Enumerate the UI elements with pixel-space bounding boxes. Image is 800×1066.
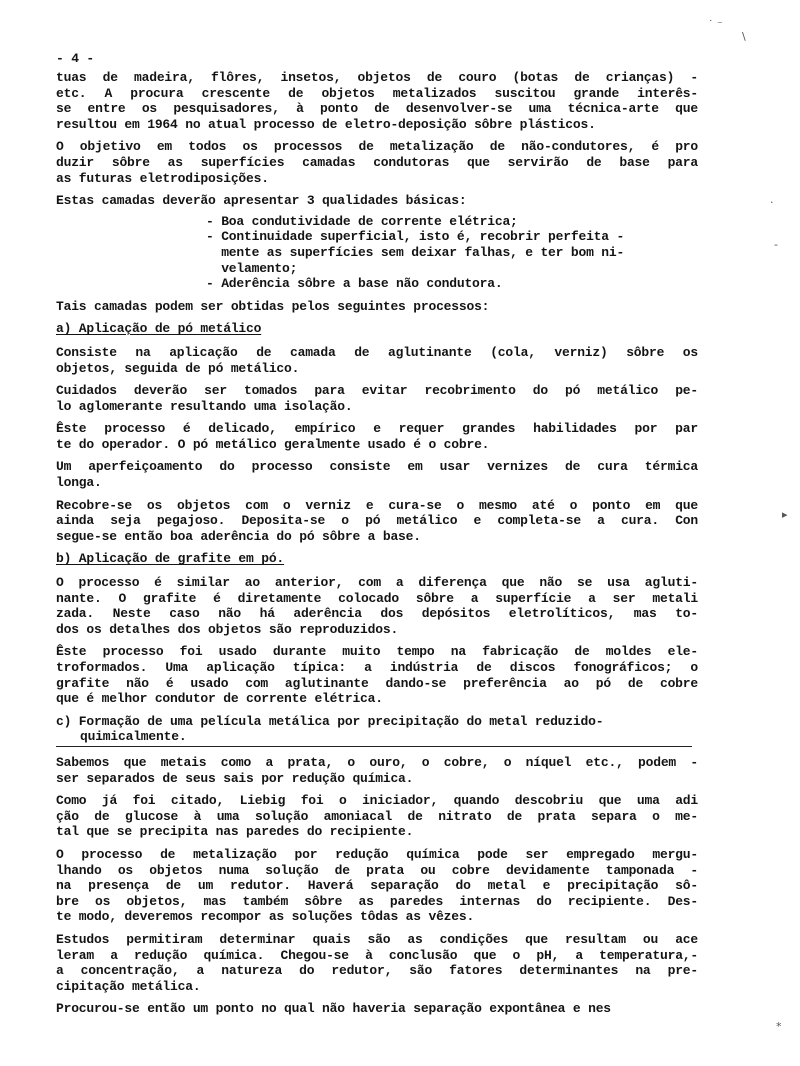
paragraph xyxy=(56,139,698,186)
paragraph xyxy=(56,299,698,315)
scan-speck: * xyxy=(776,1020,782,1033)
list-item-line: - Aderência sôbre a base não condutora. xyxy=(206,276,503,292)
text-line: segue-se então boa aderência do pó sôbre a base. xyxy=(56,528,421,544)
text-line: grafite não é usado com aglutinante dando-se preferência ao pó de cobre xyxy=(56,675,698,691)
text-line: te modo, deveremos recompor as soluções tôdas as vêzes. xyxy=(56,909,475,925)
section-heading xyxy=(56,321,698,337)
paragraph xyxy=(56,421,698,452)
text-line: tal que se precipita nas paredes do recipiente. xyxy=(56,824,414,840)
text-line: Consiste na aplicação de camada de aglutinante (cola, verniz) sôbre os xyxy=(56,344,698,360)
scan-speck: ˙ ⁻ xyxy=(708,18,723,31)
text-line: O processo é similar ao anterior, com a diferença que não se usa agluti- xyxy=(56,575,698,591)
scan-speck: · xyxy=(770,196,774,209)
text-line: O processo de metalização por redução química pode ser empregado mergu- xyxy=(56,846,698,862)
paragraph xyxy=(56,70,698,132)
text-line: ser separados de seus sais por redução química. xyxy=(56,770,414,786)
text-line: quimicalmente. xyxy=(80,729,187,745)
text-line: Êste processo é delicado, empírico e requer grandes habilidades por par xyxy=(56,421,698,437)
heading-rule xyxy=(56,746,692,747)
text-line: longa. xyxy=(56,475,102,491)
text-line: te do operador. O pó metálico geralmente usado é o cobre. xyxy=(56,436,490,452)
text-line: zada. Neste caso não há aderência dos depósitos eletrolíticos, mas to- xyxy=(56,606,698,622)
text-line: Como já foi citado, Liebig foi o iniciador, quando descobriu que uma adi xyxy=(56,793,698,809)
paragraph xyxy=(56,793,698,840)
text-line: O objetivo em todos os processos de metalização de não-condutores, é pro xyxy=(56,139,698,155)
text-line: etc. A procura crescente de objetos metalizados suscitou grande interês- xyxy=(56,85,698,101)
paragraph xyxy=(56,755,698,786)
text-line: Recobre-se os objetos com o verniz e cura-se o mesmo até o ponto em que xyxy=(56,497,698,513)
scan-speck: - xyxy=(774,238,778,251)
document-body xyxy=(56,70,698,1017)
text-line: duzir sôbre as superfícies camadas condutoras que servirão de base para xyxy=(56,154,698,170)
text-line: tuas de madeira, flôres, insetos, objetos de couro (botas de crianças) - xyxy=(56,70,698,85)
text-line: c) Formação de uma película metálica por precipitação do metal reduzido- xyxy=(56,713,604,729)
text-line: Um aperfeiçoamento do processo consiste em usar vernizes de cura térmica xyxy=(56,459,698,475)
text-line: cipitação metálica. xyxy=(56,978,201,994)
paragraph xyxy=(56,1001,698,1017)
text-line: objetos, seguida de pó metálico. xyxy=(56,360,300,376)
text-line: Estudos permitiram determinar quais são as condições que resultam ou ace xyxy=(56,931,698,947)
text-line: a) Aplicação de pó metálico xyxy=(56,321,262,337)
text-line: lhando os objetos numa solução de prata ou cobre devidamente tamponada - xyxy=(56,862,698,878)
text-line: as futuras eletrodiposições. xyxy=(56,170,269,186)
scan-speck: ▸ xyxy=(782,508,788,521)
text-line: na presença de um redutor. Haverá separação do metal e precipitação sô- xyxy=(56,878,698,894)
paragraph xyxy=(56,383,698,414)
paragraph xyxy=(56,644,698,706)
text-line: lo aglomerante resultando uma isolação. xyxy=(56,398,353,414)
paragraph xyxy=(56,193,698,209)
text-line: b) Aplicação de grafite em pó. xyxy=(56,551,285,567)
list-item-line: velamento; xyxy=(206,260,298,276)
document-page xyxy=(56,48,698,1024)
text-line: Êste processo foi usado durante muito tempo na fabricação de moldes ele- xyxy=(56,644,698,660)
bullet-list xyxy=(206,214,698,292)
text-line: Estas camadas deverão apresentar 3 qualidades básicas: xyxy=(56,193,467,209)
paragraph xyxy=(56,932,698,994)
page-number: - 4 - xyxy=(56,51,95,66)
paragraph xyxy=(56,459,698,490)
text-line: ção de glucose à uma solução amoniacal de nitrato de prata separa o me- xyxy=(56,808,698,824)
paragraph xyxy=(56,575,698,637)
text-line: Cuidados deverão ser tomados para evitar recobrimento do pó metálico pe- xyxy=(56,383,698,399)
scan-speck: \ xyxy=(742,30,746,43)
text-line: ainda seja pegajoso. Deposita-se o pó metálico e completa-se a cura. Con xyxy=(56,513,698,529)
text-line: a concentração, a natureza do redutor, são fatores determinantes na pre- xyxy=(56,963,698,979)
list-item-line: mente as superfícies sem deixar falhas, e ter bom ni- xyxy=(206,244,625,260)
text-line: que é melhor condutor de corrente elétrica. xyxy=(56,691,383,707)
paragraph xyxy=(56,345,698,376)
text-line: bre os objetos, mas também sôbre as paredes internas do recipiente. Des- xyxy=(56,893,698,909)
text-line: Sabemos que metais como a prata, o ouro, o cobre, o níquel etc., podem - xyxy=(56,754,698,770)
text-line: Procurou-se então um ponto no qual não haveria separação expontânea e nes xyxy=(56,1001,611,1017)
text-line: nante. O grafite é diretamente colocado sôbre a superfície a ser metali xyxy=(56,590,698,606)
section-heading xyxy=(56,551,698,567)
list-item-line: - Continuidade superficial, isto é, recobrir perfeita - xyxy=(206,229,625,245)
list-item-line: - Boa condutividade de corrente elétrica; xyxy=(206,213,518,229)
section-heading xyxy=(56,714,698,747)
text-line: se entre os pesquisadores, à ponto de desenvolver-se uma técnica-arte que xyxy=(56,101,698,117)
text-line: leram a redução química. Chegou-se à conclusão que o pH, a temperatura,- xyxy=(56,947,698,963)
text-line: resultou em 1964 no atual processo de eletro-deposição sôbre plásticos. xyxy=(56,116,596,132)
text-line: Tais camadas podem ser obtidas pelos seguintes processos: xyxy=(56,298,490,314)
paragraph xyxy=(56,847,698,925)
text-line: dos os detalhes dos objetos são reproduzidos. xyxy=(56,621,399,637)
text-line: troformados. Uma aplicação típica: a indústria de discos fonográficos; o xyxy=(56,660,698,675)
paragraph xyxy=(56,498,698,545)
